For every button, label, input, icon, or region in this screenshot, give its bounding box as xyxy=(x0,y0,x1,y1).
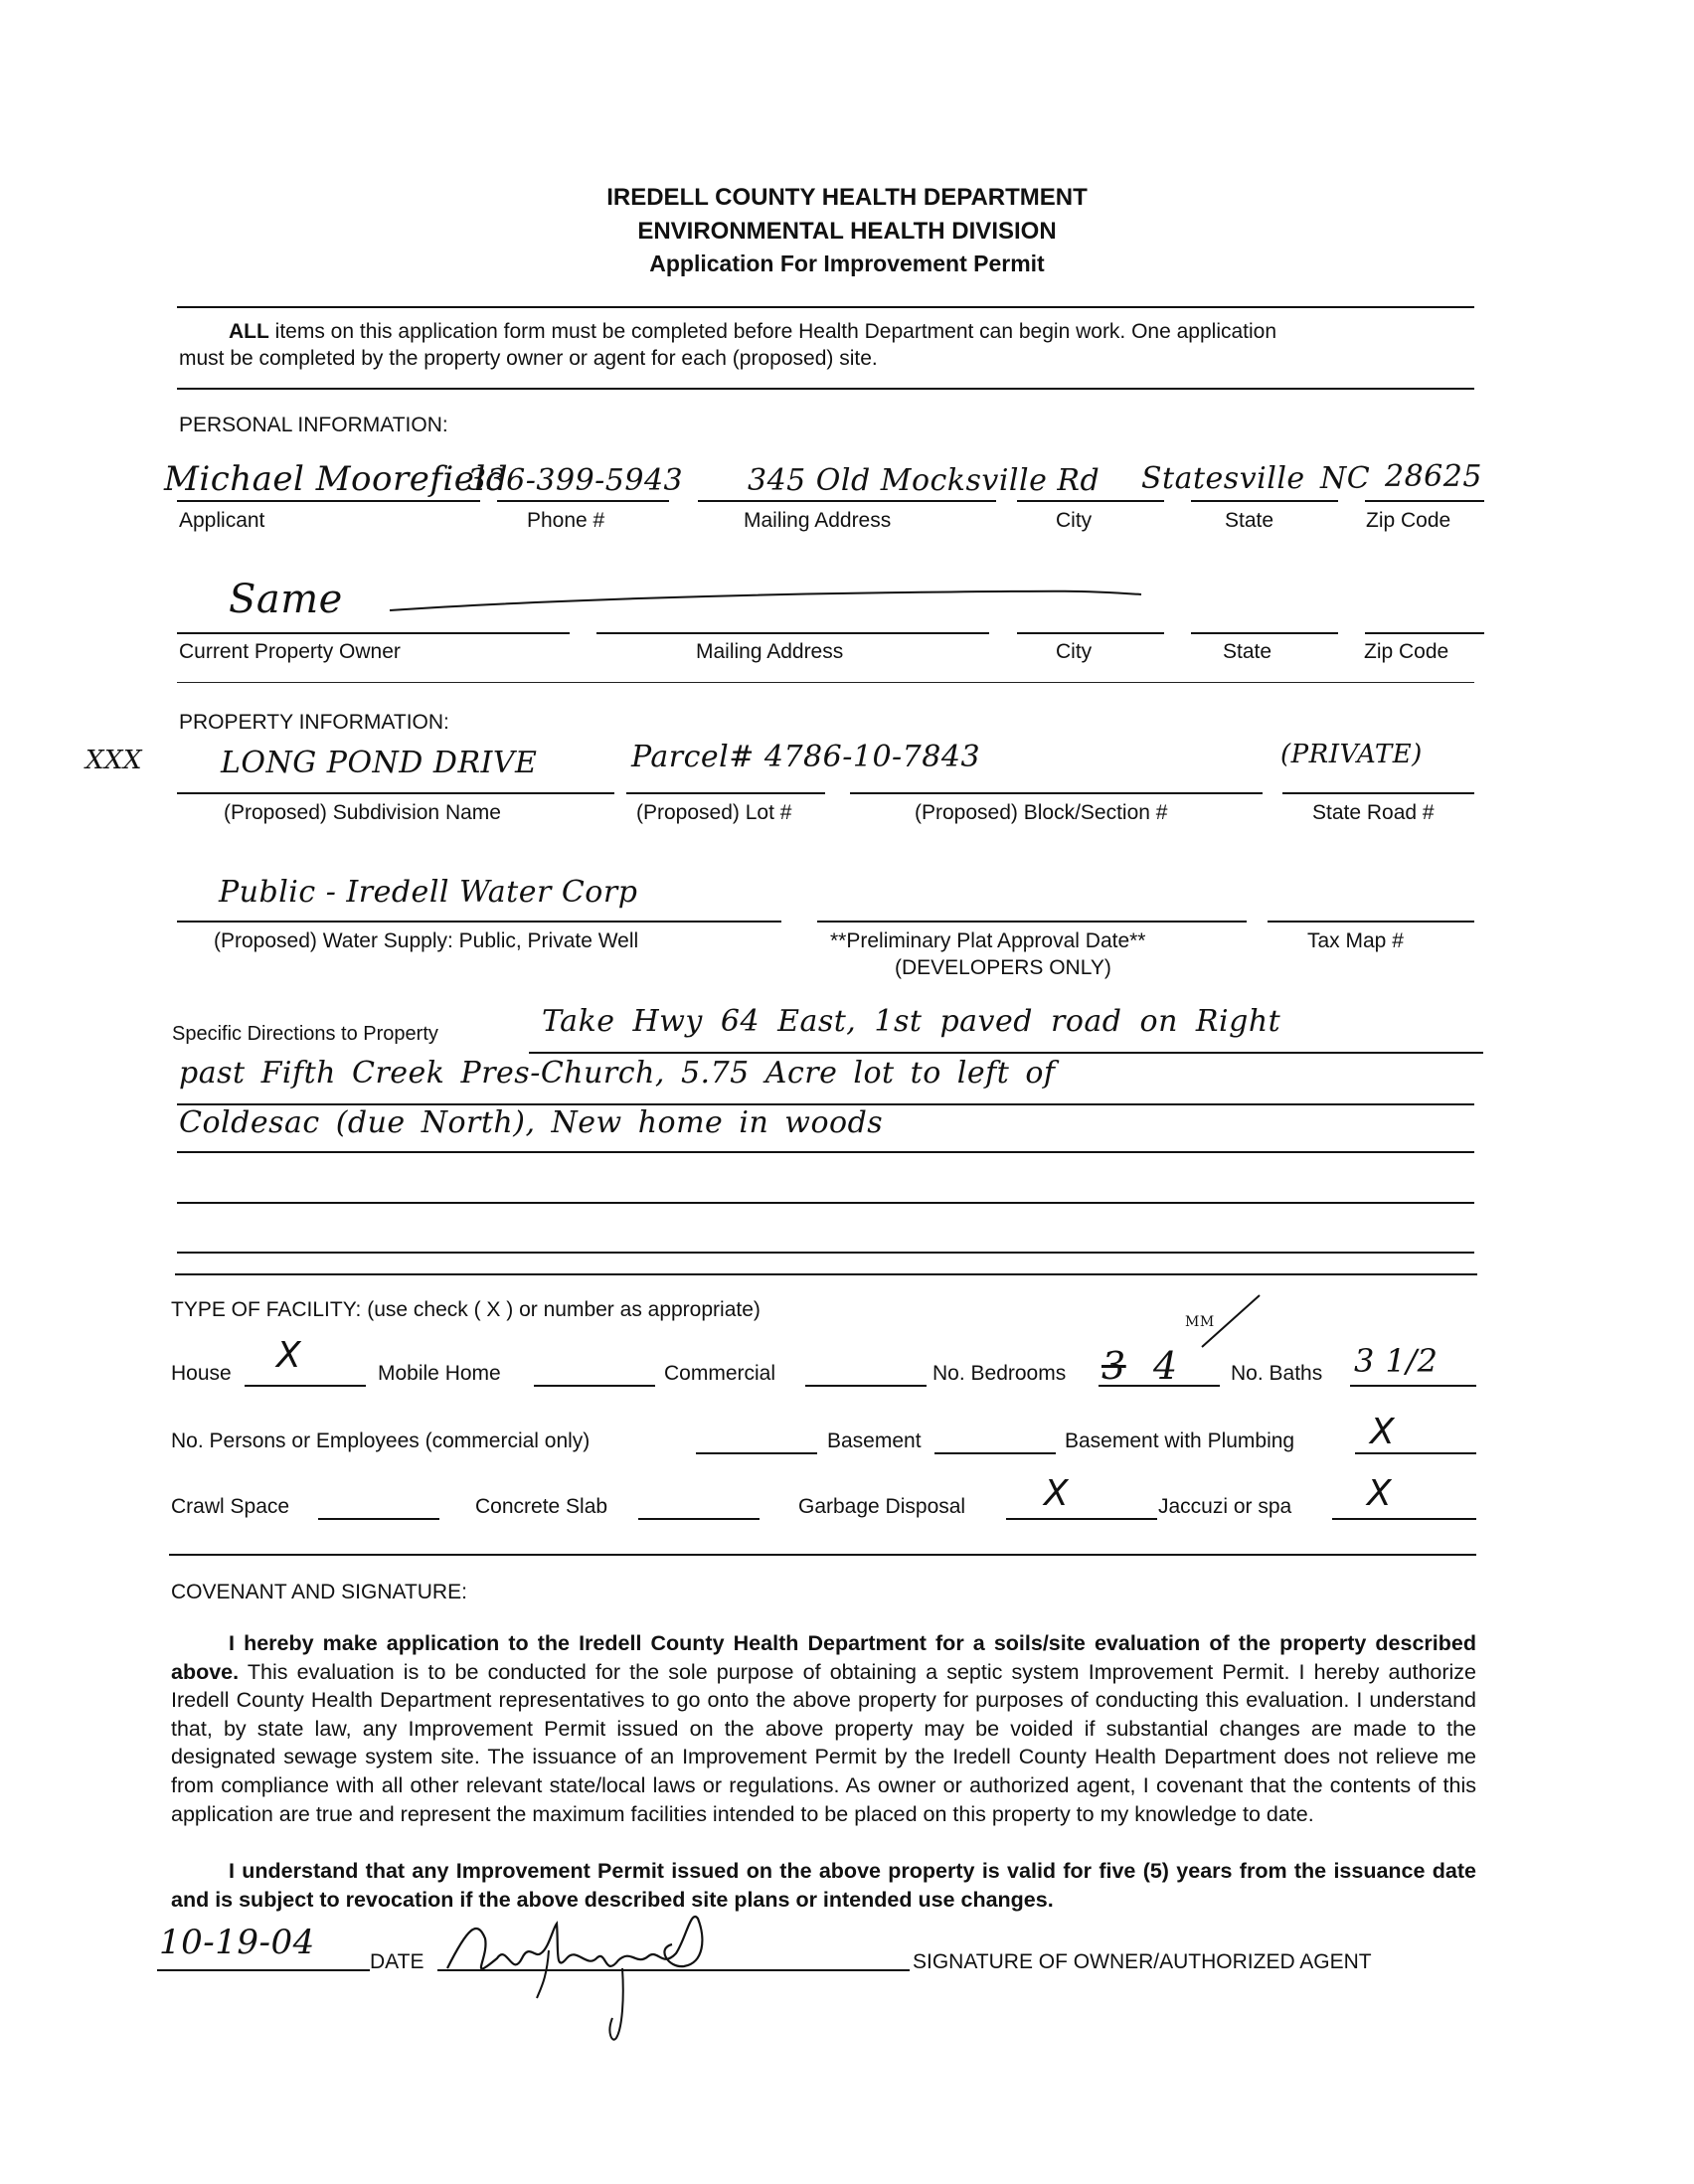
mobile-home-label: Mobile Home xyxy=(378,1362,501,1385)
divider xyxy=(177,388,1474,390)
divider xyxy=(175,1273,1477,1275)
applicant-address-value[interactable]: 345 Old Mocksville Rd xyxy=(748,463,1101,498)
water-supply-line xyxy=(177,921,781,923)
owner-zip-code-label: Zip Code xyxy=(1364,640,1449,663)
mobile-home-line xyxy=(534,1385,655,1387)
lot-label: (Proposed) Lot # xyxy=(636,801,792,824)
block-section-label: (Proposed) Block/Section # xyxy=(915,801,1168,824)
lot-line xyxy=(626,792,825,794)
lot-value[interactable]: Parcel# 4786-10-7843 xyxy=(631,740,981,774)
applicant-zip-value[interactable]: 28625 xyxy=(1385,459,1482,494)
intro-bold-lead: ALL xyxy=(229,320,269,343)
baths-value[interactable]: 3 1/2 xyxy=(1354,1342,1439,1380)
jaccuzi-value[interactable]: X xyxy=(1367,1473,1393,1514)
city-line xyxy=(1017,500,1164,502)
prefix-number-value: XXX xyxy=(85,746,143,775)
crawl-space-line xyxy=(318,1518,439,1520)
jaccuzi-line xyxy=(1332,1518,1476,1520)
intro-text-2: must be completed by the property owner or agent for each (proposed) site. xyxy=(179,347,878,370)
basement-plumbing-label: Basement with Plumbing xyxy=(1065,1429,1295,1452)
concrete-slab-line xyxy=(638,1518,760,1520)
directions-underline-4 xyxy=(177,1202,1474,1204)
bedrooms-label: No. Bedrooms xyxy=(932,1362,1067,1385)
department-title: IREDELL COUNTY HEALTH DEPARTMENT xyxy=(606,184,1088,211)
basement-line xyxy=(934,1452,1056,1454)
persons-label: No. Persons or Employees (commercial only) xyxy=(171,1429,591,1452)
bedrooms-struck-value: 3 xyxy=(1101,1344,1126,1388)
current-owner-label: Current Property Owner xyxy=(179,640,401,663)
concrete-slab-label: Concrete Slab xyxy=(475,1495,608,1518)
subdivision-line xyxy=(177,792,614,794)
covenant-p1-rest: This evaluation is to be conducted for the sole purpose of obtaining a septic system Improvement Permit. I hereby authorize Iredell County Health Department representatives to go onto the above property for purposes of conducting this evaluation. I understand that, by state law, any Improvement Permit issued on the above property may be voided if substantial changes are made to the designated sewage system site. The issuance of an Improvement Permit by the Iredell County Health Department does not relieve me from compliance with all other relevant state/local laws or regulations. As owner or authorized agent, I covenant that the contents of this application are true and represent the maximum facilities intended to be placed on this property to my knowledge to date. xyxy=(171,1659,1476,1826)
basement-label: Basement xyxy=(827,1429,922,1452)
same-dash-stroke xyxy=(388,588,1143,618)
basement-plumbing-value[interactable]: X xyxy=(1370,1412,1396,1452)
initials-stroke xyxy=(1198,1292,1268,1352)
subdivision-value[interactable]: LONG POND DRIVE xyxy=(221,746,538,780)
baths-label: No. Baths xyxy=(1231,1362,1323,1385)
signature-image xyxy=(437,1889,775,2048)
state-line xyxy=(1191,500,1338,502)
directions-line-2[interactable]: past Fifth Creek Pres-Church, 5.75 Acre lot to left of xyxy=(179,1056,1056,1091)
directions-line-1[interactable]: Take Hwy 64 East, 1st paved road on Right xyxy=(542,1004,1281,1039)
house-line xyxy=(245,1385,366,1387)
garbage-disposal-line xyxy=(1006,1518,1157,1520)
property-info-heading: PROPERTY INFORMATION: xyxy=(179,711,449,734)
state-road-label: State Road # xyxy=(1312,801,1435,824)
covenant-p1-bold: I hereby make application to the Iredell County Health Department for a soils/site evaluation of the property described above. xyxy=(171,1631,1476,1684)
applicant-label: Applicant xyxy=(179,509,265,532)
owner-state-label: State xyxy=(1223,640,1272,663)
house-label: House xyxy=(171,1362,232,1385)
address-line xyxy=(698,500,996,502)
jaccuzi-label: Jaccuzi or spa xyxy=(1158,1495,1292,1518)
date-value[interactable]: 10-19-04 xyxy=(159,1923,315,1962)
covenant-heading: COVENANT AND SIGNATURE: xyxy=(171,1581,467,1603)
commercial-label: Commercial xyxy=(664,1362,776,1385)
directions-label: Specific Directions to Property xyxy=(172,1023,438,1045)
owner-city-line xyxy=(1017,632,1164,634)
divider xyxy=(169,1554,1476,1556)
owner-line xyxy=(177,632,570,634)
intro-line-1 xyxy=(229,320,1481,344)
city-label: City xyxy=(1056,509,1093,532)
water-supply-label: (Proposed) Water Supply: Public, Private Well xyxy=(214,929,639,952)
division-title: ENVIRONMENTAL HEALTH DIVISION xyxy=(637,218,1057,245)
owner-mailing-address-label: Mailing Address xyxy=(696,640,844,663)
garbage-disposal-label: Garbage Disposal xyxy=(798,1495,966,1518)
baths-line xyxy=(1350,1385,1476,1387)
plat-approval-line xyxy=(817,921,1247,923)
phone-line xyxy=(497,500,669,502)
directions-line-3[interactable]: Coldesac (due North), New home in woods xyxy=(179,1105,884,1140)
directions-underline-1 xyxy=(529,1052,1483,1054)
subdivision-label: (Proposed) Subdivision Name xyxy=(224,801,501,824)
crawl-space-label: Crawl Space xyxy=(171,1495,290,1518)
water-supply-value[interactable]: Public - Iredell Water Corp xyxy=(219,875,638,910)
block-line xyxy=(850,792,1263,794)
owner-name-value[interactable]: Same xyxy=(229,577,343,622)
persons-line xyxy=(696,1452,817,1454)
covenant-paragraph-1 xyxy=(171,1629,1476,1828)
signature-stroke xyxy=(437,1889,775,2048)
phone-label: Phone # xyxy=(527,509,605,532)
owner-address-line xyxy=(596,632,989,634)
divider xyxy=(177,306,1474,308)
signature-label: SIGNATURE OF OWNER/AUTHORIZED AGENT xyxy=(913,1950,1372,1973)
facility-heading: TYPE OF FACILITY: (use check ( X ) or number as appropriate) xyxy=(171,1298,761,1321)
garbage-disposal-value[interactable]: X xyxy=(1044,1473,1070,1514)
divider xyxy=(177,682,1474,683)
state-label: State xyxy=(1225,509,1274,532)
applicant-line xyxy=(177,500,480,502)
zip-line xyxy=(1365,500,1484,502)
owner-state-line xyxy=(1191,632,1338,634)
owner-zip-line xyxy=(1365,632,1484,634)
form-title: Application For Improvement Permit xyxy=(649,251,1045,276)
developers-only-label: (DEVELOPERS ONLY) xyxy=(895,956,1111,979)
date-line xyxy=(157,1969,370,1971)
house-value[interactable]: X xyxy=(276,1335,302,1376)
tax-map-label: Tax Map # xyxy=(1307,929,1404,952)
applicant-phone-value[interactable]: 336-399-5943 xyxy=(467,463,684,498)
bedrooms-value[interactable]: 4 xyxy=(1153,1344,1178,1388)
state-road-value[interactable]: (PRIVATE) xyxy=(1280,740,1423,769)
covenant-paragraph-2 xyxy=(171,1857,1476,1914)
applicant-state-value[interactable]: NC xyxy=(1320,461,1371,496)
commercial-line xyxy=(805,1385,927,1387)
bedrooms-initials: MM xyxy=(1185,1314,1215,1330)
mailing-address-label: Mailing Address xyxy=(744,509,892,532)
applicant-name-value[interactable]: Michael Moorefield xyxy=(164,459,509,499)
directions-underline-3 xyxy=(177,1151,1474,1153)
directions-underline-5 xyxy=(177,1252,1474,1254)
tax-map-line xyxy=(1268,921,1474,923)
covenant-p2-bold: I understand that any Improvement Permit issued on the above property is valid for five (5) years from the issuance date and is subject to revocation if the above described site plans or intended use changes. xyxy=(171,1859,1476,1912)
applicant-city-value[interactable]: Statesville xyxy=(1141,461,1305,496)
personal-info-heading: PERSONAL INFORMATION: xyxy=(179,414,448,436)
date-label: DATE xyxy=(370,1950,424,1973)
intro-text-1: items on this application form must be completed before Health Department can begin work. One application xyxy=(274,320,1277,343)
state-road-line xyxy=(1282,792,1474,794)
owner-city-label: City xyxy=(1056,640,1093,663)
zip-code-label: Zip Code xyxy=(1366,509,1451,532)
basement-plumbing-line xyxy=(1355,1452,1476,1454)
plat-approval-label: **Preliminary Plat Approval Date** xyxy=(830,929,1146,952)
